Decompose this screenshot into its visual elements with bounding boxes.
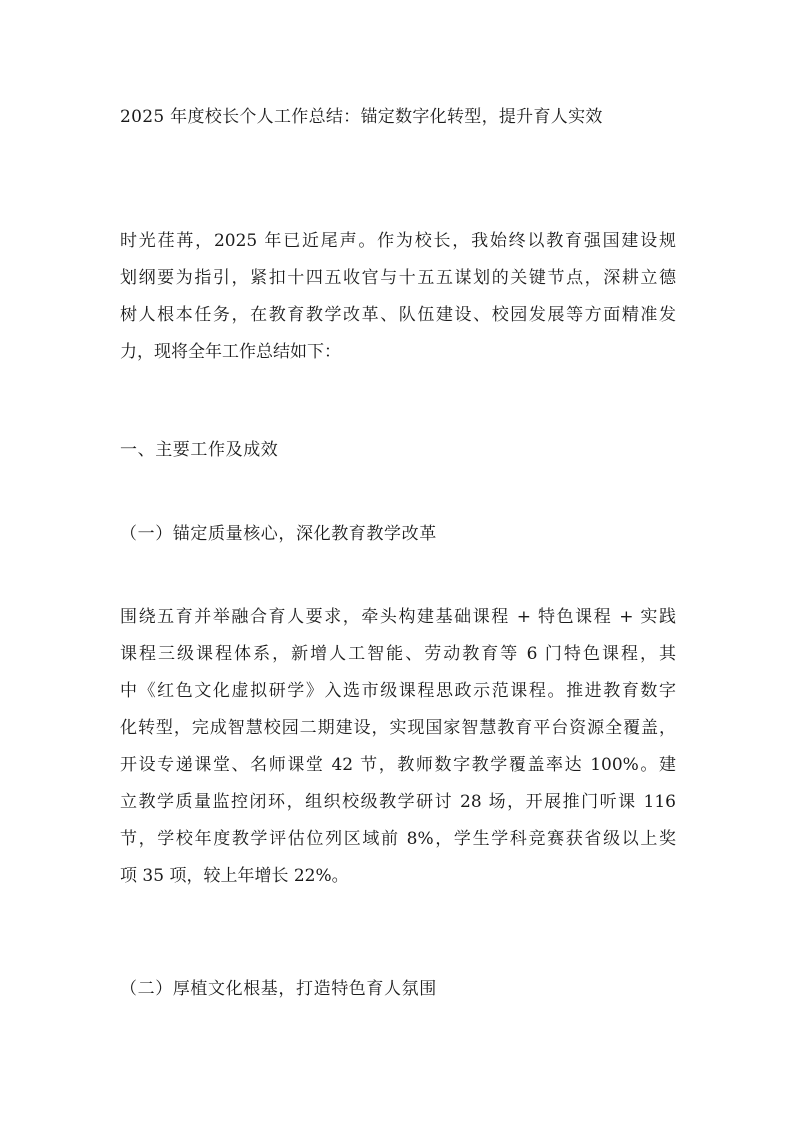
paragraph-line: 中《红色文化虚拟研学》入选市级课程思政示范课程。推进教育数字 [120, 681, 676, 701]
paragraph-line: 开设专递课堂、名师课堂 42 节，教师数字教学覆盖率达 100%。建 [120, 755, 676, 775]
section-heading: 一、主要工作及成效 [120, 440, 279, 460]
subsection-heading: （一）锚定质量核心，深化教育教学改革 [120, 524, 437, 544]
paragraph-line: 课程三级课程体系，新增人工智能、劳动教育等 6 门特色课程，其 [120, 644, 676, 664]
paragraph-line: 节，学校年度教学评估位列区域前 8%，学生学科竞赛获省级以上奖 [120, 829, 676, 849]
subsection-heading: （二）厚植文化根基，打造特色育人氛围 [120, 979, 437, 999]
paragraph-line: 立教学质量监控闭环，组织校级教学研讨 28 场，开展推门听课 116 [120, 792, 676, 812]
document-title: 2025 年度校长个人工作总结：锚定数字化转型，提升育人实效 [120, 107, 603, 127]
paragraph-line: 时光荏苒，2025 年已近尾声。作为校长，我始终以教育强国建设规 [120, 231, 676, 251]
paragraph-line: 划纲要为指引，紧扣十四五收官与十五五谋划的关键节点，深耕立德 [120, 268, 676, 288]
paragraph-line: 化转型，完成智慧校园二期建设，实现国家智慧教育平台资源全覆盖， [120, 718, 676, 738]
paragraph-line: 围绕五育并举融合育人要求，牵头构建基础课程 + 特色课程 + 实践 [120, 607, 676, 627]
paragraph-line: 力，现将全年工作总结如下： [120, 342, 341, 362]
paragraph-line: 树人根本任务，在教育教学改革、队伍建设、校园发展等方面精准发 [120, 305, 676, 325]
paragraph-line: 项 35 项，较上年增长 22%。 [120, 866, 349, 886]
